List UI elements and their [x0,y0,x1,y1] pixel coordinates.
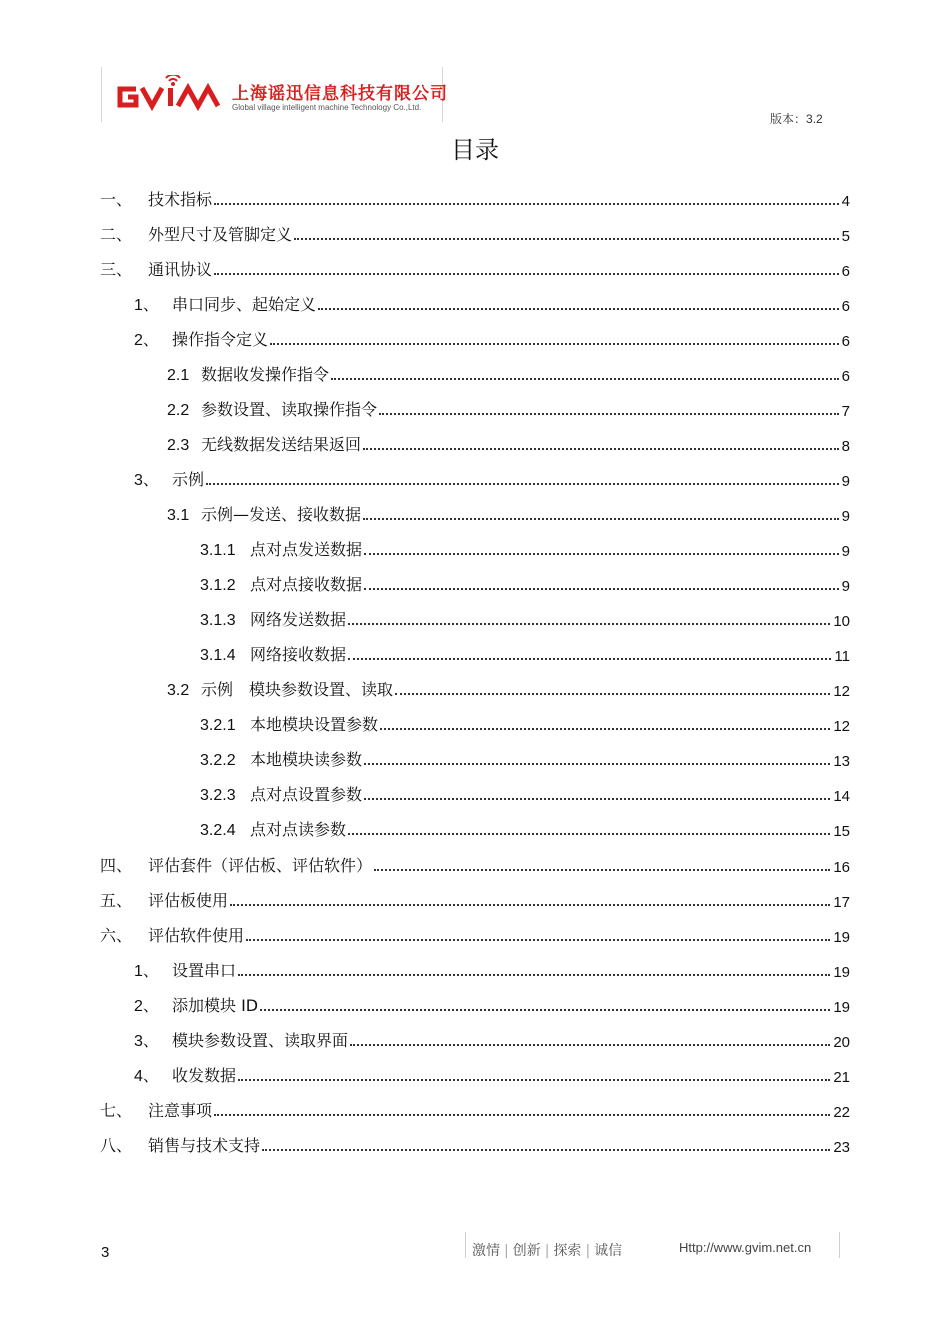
toc-number: 三、 [100,262,133,279]
toc-number: 五、 [100,893,133,910]
toc-text: 操作指令定义 [172,330,269,349]
toc-number: 3.1.3 [200,612,236,629]
toc-leader [260,1009,830,1011]
toc-page: 14 [833,788,850,805]
gvim-logo-icon [114,75,229,115]
toc-entry[interactable] [134,1064,850,1086]
toc-number: 四、 [100,858,133,875]
footer-website-link[interactable]: Http://www.gvim.net.cn [679,1240,812,1255]
slogan-word: 激情 [472,1243,500,1259]
toc-text: 数据收发操作指令 [201,365,330,384]
toc-number: 3.2.3 [200,787,236,804]
toc-number: 2、 [134,998,159,1015]
toc-entry[interactable] [134,1029,850,1051]
toc-leader [238,1079,830,1081]
toc-entry[interactable] [200,818,850,840]
toc-number: 2、 [134,332,159,349]
toc-page: 22 [833,1104,850,1121]
toc-number: 4、 [134,1068,159,1085]
toc-leader [374,869,830,871]
toc-entry[interactable] [167,678,850,700]
slogan-separator: | [504,1243,509,1259]
toc-number: 3.1.1 [200,542,236,559]
toc-page: 19 [833,964,850,981]
toc-leader [364,798,830,800]
toc-entry[interactable] [100,889,850,911]
toc-text: 示例 [172,470,205,489]
toc-entry[interactable] [200,608,850,630]
toc-leader [262,1149,830,1151]
toc-number: 3.2.1 [200,717,236,734]
slogan-word: 诚信 [594,1243,623,1259]
toc-leader [350,1044,830,1046]
toc-leader [395,693,830,695]
company-name-cn: 上海谣迅信息科技有限公司 [232,84,448,104]
toc-number: 六、 [100,928,133,945]
footer-slogan [472,1240,622,1260]
toc-leader [214,1114,830,1116]
toc-number: 3、 [134,1033,159,1050]
toc-leader [363,448,839,450]
toc-text: 参数设置、读取操作指令 [201,400,378,419]
toc-text: 评估软件使用 [148,926,245,945]
toc-page: 7 [841,403,850,420]
toc-page: 4 [841,193,850,210]
toc-page: 9 [841,578,850,595]
toc-entry[interactable] [134,994,850,1016]
toc-leader [379,413,839,415]
toc-text: 网络发送数据 [250,610,347,629]
toc-page: 20 [833,1034,850,1051]
slogan-separator: | [544,1243,550,1259]
toc-entry[interactable] [200,783,850,805]
toc-page: 12 [833,683,850,700]
toc-leader [270,343,839,345]
toc-number: 2.2 [167,402,190,419]
toc-text: 模块参数设置、读取界面 [172,1031,349,1050]
toc-text: 评估板使用 [148,891,229,910]
toc-leader [206,483,839,485]
toc-text: 注意事项 [148,1101,213,1120]
footer-box [465,1232,840,1258]
toc-text: 技术指标 [148,190,213,209]
version-label: 版本： [770,112,807,126]
toc-number: 1、 [134,963,159,980]
toc-text: 点对点发送数据 [250,540,363,559]
toc-page: 6 [841,263,850,280]
toc-text: 示例 模块参数设置、读取 [201,680,394,699]
toc-leader [380,728,830,730]
toc-entry[interactable] [134,328,850,350]
toc-page: 6 [841,368,850,385]
toc-page: 5 [841,228,850,245]
toc-leader [214,203,839,205]
toc-entry[interactable] [134,959,850,981]
toc-number: 3.1.4 [200,647,236,664]
toc-entry[interactable] [134,468,850,490]
slogan-word: 创新 [512,1243,541,1259]
toc-entry[interactable] [100,1134,850,1156]
version-value: 3.2 [806,112,823,126]
toc-text: 点对点读参数 [250,820,347,839]
toc-text: 点对点接收数据 [250,575,363,594]
toc-page: 10 [833,613,850,630]
toc-leader [318,308,839,310]
toc-page: 23 [833,1139,850,1156]
toc-number: 3.2.4 [200,822,236,839]
toc-page: 19 [833,929,850,946]
toc-page: 13 [833,753,850,770]
toc-number: 3.2 [167,682,190,699]
toc-number: 3.2.2 [200,752,236,769]
toc-leader [246,939,830,941]
toc-entry[interactable] [167,503,850,525]
page-number: 3 [101,1244,110,1261]
toc-number: 2.1 [167,367,190,384]
toc-text: 无线数据发送结果返回 [201,435,362,454]
toc-number: 二、 [100,227,133,244]
toc-leader [214,273,839,275]
page-title: 目录 [451,136,499,164]
toc-text: 通讯协议 [148,260,213,279]
company-name-en: Global village intelligent machine Technology Co.,Ltd. [232,103,422,112]
toc-number: 3、 [134,472,159,489]
toc-text: 示例—发送、接收数据 [201,505,362,524]
toc-leader [364,588,839,590]
toc-page: 16 [833,859,850,876]
toc-text: 收发数据 [172,1066,237,1085]
toc-page: 21 [833,1069,850,1086]
toc-leader [348,658,831,660]
toc-entry[interactable] [167,363,850,385]
toc-entry[interactable] [100,258,850,280]
toc-leader [363,518,839,520]
toc-leader [238,974,830,976]
toc-page: 11 [834,648,850,665]
toc-text: 串口同步、起始定义 [172,295,317,314]
toc-leader [230,904,830,906]
header-logo-box [101,67,448,122]
toc-entry[interactable] [200,643,850,665]
toc-entry[interactable] [100,188,850,210]
toc-entry[interactable] [200,538,850,560]
toc-entry[interactable] [200,573,850,595]
toc-entry[interactable] [200,713,850,735]
toc-page: 19 [833,999,850,1016]
toc-text: 评估套件（评估板、评估软件） [148,856,373,875]
toc-page: 9 [841,473,850,490]
toc-entry[interactable] [100,854,850,876]
toc-text: 设置串口 [172,961,237,980]
toc-text: 本地模块设置参数 [250,715,379,734]
toc-page: 6 [841,298,850,315]
toc-page: 17 [833,894,850,911]
toc-number: 八、 [100,1138,133,1155]
toc-text: 添加模块 ID [172,996,259,1015]
toc-text: 本地模块读参数 [250,750,363,769]
toc-text: 销售与技术支持 [148,1136,261,1155]
toc-text: 点对点设置参数 [250,785,363,804]
toc-number: 1、 [134,297,159,314]
toc-number: 3.1 [167,507,190,524]
toc-page: 9 [841,543,850,560]
toc-entry[interactable] [134,293,850,315]
toc-text: 网络接收数据 [250,645,347,664]
toc-page: 12 [833,718,850,735]
toc-entry[interactable] [200,748,850,770]
toc-entry[interactable] [100,1099,850,1121]
toc-leader [364,763,830,765]
toc-page: 8 [841,438,850,455]
toc-leader [331,378,839,380]
toc-page: 15 [833,823,850,840]
slogan-word: 探索 [553,1243,582,1259]
toc-number: 七、 [100,1103,133,1120]
toc-leader [294,238,839,240]
toc-leader [348,623,830,625]
toc-leader [348,833,830,835]
toc-number: 一、 [100,192,133,209]
toc-text: 外型尺寸及管脚定义 [148,225,293,244]
toc-entry[interactable] [167,398,850,420]
toc-number: 2.3 [167,437,190,454]
version-info [770,110,823,127]
toc-page: 6 [841,333,850,350]
toc-page: 9 [841,508,850,525]
slogan-separator: | [585,1243,591,1259]
toc-leader [364,553,839,555]
toc-entry[interactable] [100,223,850,245]
toc-number: 3.1.2 [200,577,236,594]
toc-entry[interactable] [100,924,850,946]
toc-entry[interactable] [167,433,850,455]
